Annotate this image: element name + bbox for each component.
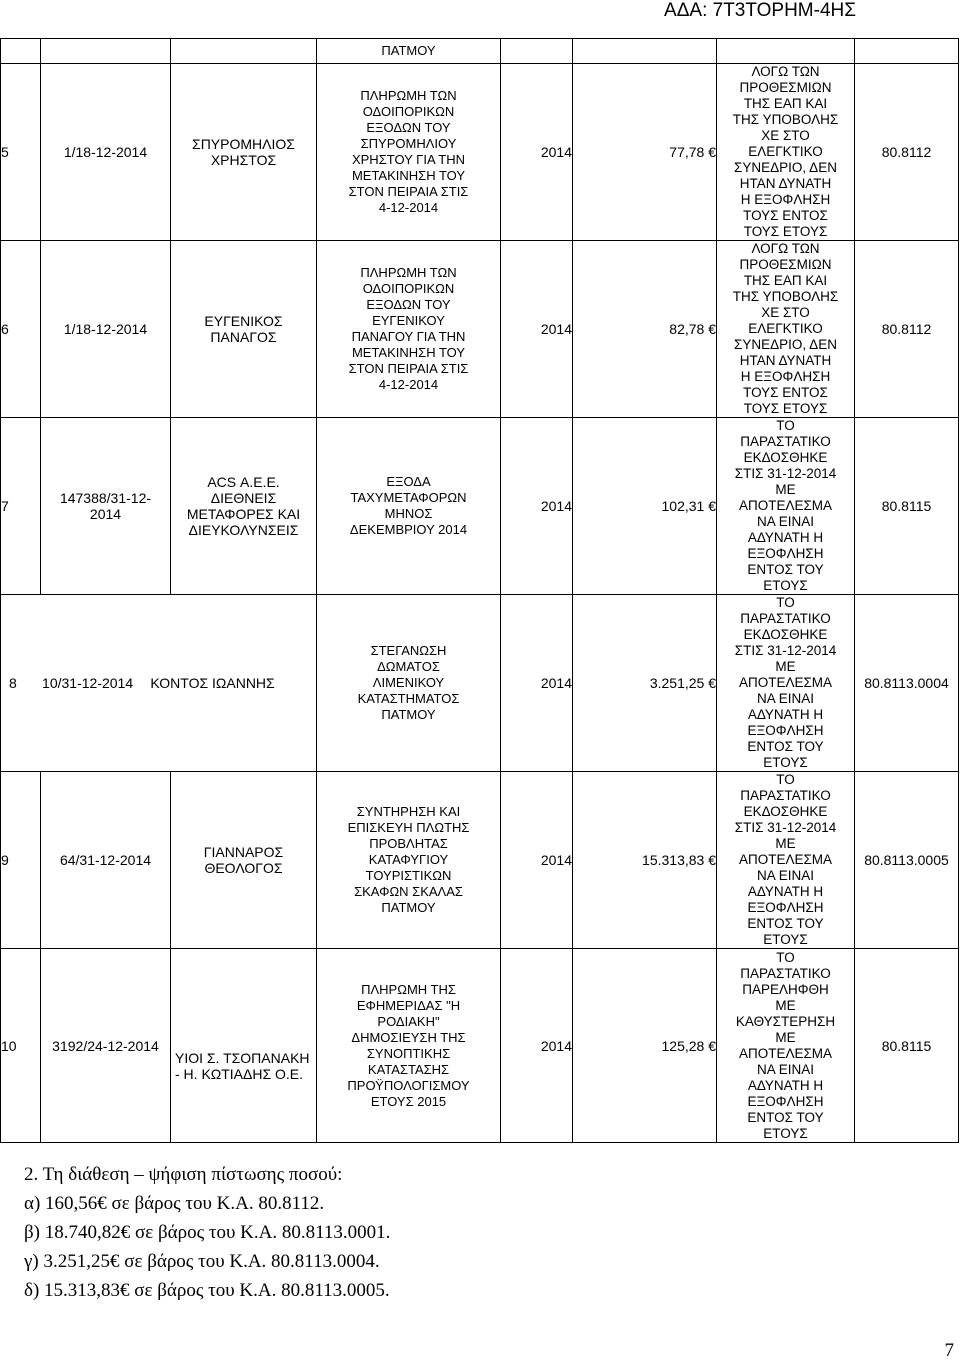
desc-cell: ΠΑΤΜΟΥ: [317, 39, 501, 64]
footer-line: δ) 15.313,83€ σε βάρος του Κ.Α. 80.8113.0005.: [24, 1280, 390, 1301]
reason: ΤΟ ΠΑΡΑΣΤΑΤΙΚΟ ΕΚΔΟΣΘΗΚΕ ΣΤΙΣ 31-12-2014 ΜΕ ΑΠΟΤΕΛΕΣΜΑ ΝΑ ΕΙΝΑΙ ΑΔΥΝΑΤΗ Η ΕΞΟΦΛΗΣΗ ΕΝΤΟΣ ΤΟΥ ΕΤΟΥΣ: [717, 595, 855, 772]
table-row: [1, 595, 959, 772]
ada-code: ΑΔΑ: 7Τ3ΤΟΡΗΜ-4ΗΣ: [664, 0, 856, 21]
invoice-date: 3192/24-12-2014: [41, 949, 171, 1143]
budget-code: 80.8115: [855, 949, 959, 1143]
number-date-name-cell: [1, 595, 317, 772]
row-number: 10: [1, 949, 41, 1143]
row-number: 8: [9, 674, 17, 691]
table-row: [1, 772, 959, 949]
reason: ΤΟ ΠΑΡΑΣΤΑΤΙΚΟ ΕΚΔΟΣΘΗΚΕ ΣΤΙΣ 31-12-2014 ΜΕ ΑΠΟΤΕΛΕΣΜΑ ΝΑ ΕΙΝΑΙ ΑΔΥΝΑΤΗ Η ΕΞΟΦΛΗΣΗ ΕΝΤΟΣ ΤΟΥ ΕΤΟΥΣ: [717, 418, 855, 595]
description: ΣΥΝΤΗΡΗΣΗ ΚΑΙ ΕΠΙΣΚΕΥΗ ΠΛΩΤΗΣ ΠΡΟΒΛΗΤΑΣ ΚΑΤΑΦΥΓΙΟΥ ΤΟΥΡΙΣΤΙΚΩΝ ΣΚΑΦΩΝ ΣΚΑΛΑΣ ΠΑΤΜΟΥ: [317, 772, 501, 949]
reason: ΤΟ ΠΑΡΑΣΤΑΤΙΚΟ ΕΚΔΟΣΘΗΚΕ ΣΤΙΣ 31-12-2014 ΜΕ ΑΠΟΤΕΛΕΣΜΑ ΝΑ ΕΙΝΑΙ ΑΔΥΝΑΤΗ Η ΕΞΟΦΛΗΣΗ ΕΝΤΟΣ ΤΟΥ ΕΤΟΥΣ: [717, 772, 855, 949]
amount: 3.251,25 €: [573, 595, 717, 772]
beneficiary-text: ΥΙΟΙ Σ. ΤΣΟΠΑΝΑΚΗ - Η. ΚΩΤΙΑΔΗΣ Ο.Ε.: [175, 1049, 310, 1082]
beneficiary-text: ΕΥΓΕΝΙΚΟΣ ΠΑΝΑΓΟΣ: [204, 313, 283, 345]
table-row: [1, 418, 959, 595]
amount: 102,31 €: [573, 418, 717, 595]
reason: ΤΟ ΠΑΡΑΣΤΑΤΙΚΟ ΠΑΡΕΛΗΦΘΗ ΜΕ ΚΑΘΥΣΤΕΡΗΣΗ ΜΕ ΑΠΟΤΕΛΕΣΜΑ ΝΑ ΕΙΝΑΙ ΑΔΥΝΑΤΗ Η ΕΞΟΦΛΗΣΗ ΕΝΤΟΣ ΤΟΥ ΕΤΟΥΣ: [717, 949, 855, 1143]
beneficiary-text: ΣΠΥΡΟΜΗΛΙΟΣ ΧΡΗΣΤΟΣ: [192, 136, 295, 168]
row-number: 6: [1, 241, 41, 418]
year: 2014: [501, 772, 573, 949]
row-number: 9: [1, 772, 41, 949]
reason: ΛΟΓΩ ΤΩΝ ΠΡΟΘΕΣΜΙΩΝ ΤΗΣ ΕΑΠ ΚΑΙ ΤΗΣ ΥΠΟΒΟΛΗΣ ΧΕ ΣΤΟ ΕΛΕΓΚΤΙΚΟ ΣΥΝΕΔΡΙΟ, ΔΕΝ ΗΤΑΝ ΔΥΝΑΤΗ Η ΕΞΟΦΛΗΣΗ ΤΟΥΣ ΕΝΤΟΣ ΤΟΥΣ ΕΤΟΥΣ: [717, 241, 855, 418]
row-number: 5: [1, 64, 41, 241]
description: ΠΛΗΡΩΜΗ ΤΩΝ ΟΔΟΙΠΟΡΙΚΩΝ ΕΞΟΔΩΝ ΤΟΥ ΕΥΓΕΝΙΚΟΥ ΠΑΝΑΓΟΥ ΓΙΑ ΤΗΝ ΜΕΤΑΚΙΝΗΣΗ ΤΟΥ ΣΤΟΝ ΠΕΙΡΑΙΑ ΣΤΙΣ 4-12-2014: [317, 241, 501, 418]
year: 2014: [501, 595, 573, 772]
budget-code: 80.8113.0005: [855, 772, 959, 949]
budget-code: 80.8112: [855, 241, 959, 418]
table-row: [1, 241, 959, 418]
footer-line: 2. Τη διάθεση – ψήφιση πίστωσης ποσού:: [24, 1164, 343, 1185]
description: ΠΛΗΡΩΜΗ ΤΩΝ ΟΔΟΙΠΟΡΙΚΩΝ ΕΞΟΔΩΝ ΤΟΥ ΣΠΥΡΟΜΗΛΙΟΥ ΧΡΗΣΤΟΥ ΓΙΑ ΤΗΝ ΜΕΤΑΚΙΝΗΣΗ ΤΟΥ ΣΤΟΝ ΠΕΙΡΑΙΑ ΣΤΙΣ 4-12-2014: [317, 64, 501, 241]
beneficiary-name: [171, 949, 317, 1143]
footer-line: α) 160,56€ σε βάρος του Κ.Α. 80.8112.: [24, 1193, 325, 1214]
row-number: 7: [1, 418, 41, 595]
budget-code: 80.8112: [855, 64, 959, 241]
page-number: 7: [944, 1340, 954, 1361]
footer-line: γ) 3.251,25€ σε βάρος του Κ.Α. 80.8113.0004.: [24, 1251, 380, 1272]
table-row-continuation: [1, 39, 959, 64]
year: 2014: [501, 949, 573, 1143]
invoice-date: 64/31-12-2014: [41, 772, 171, 949]
budget-code: 80.8115: [855, 418, 959, 595]
invoice-date: 1/18-12-2014: [41, 64, 171, 241]
year: 2014: [501, 241, 573, 418]
description: ΕΞΟΔΑ ΤΑΧΥΜΕΤΑΦΟΡΩΝ ΜΗΝΟΣ ΔΕΚΕΜΒΡΙΟΥ 2014: [317, 418, 501, 595]
amount: 82,78 €: [573, 241, 717, 418]
invoice-date: 10/31-12-2014: [42, 674, 134, 691]
amount: 77,78 €: [573, 64, 717, 241]
beneficiary-name: [171, 241, 317, 418]
footer-line: β) 18.740,82€ σε βάρος του Κ.Α. 80.8113.0001.: [24, 1222, 391, 1243]
decision-text: [24, 1160, 390, 1305]
beneficiary-text: ΓΙΑΝΝΑΡΟΣ ΘΕΟΛΟΓΟΣ: [203, 844, 284, 876]
description: ΠΛΗΡΩΜΗ ΤΗΣ ΕΦΗΜΕΡΙΔΑΣ "Η ΡΟΔΙΑΚΗ" ΔΗΜΟΣΙΕΥΣΗ ΤΗΣ ΣΥΝΟΠΤΙΚΗΣ ΚΑΤΑΣΤΑΣΗΣ ΠΡΟΫΠΟΛΟΓΙΣΜΟΥ ΕΤΟΥΣ 2015: [317, 949, 501, 1143]
description: ΣΤΕΓΑΝΩΣΗ ΔΩΜΑΤΟΣ ΛΙΜΕΝΙΚΟΥ ΚΑΤΑΣΤΗΜΑΤΟΣ ΠΑΤΜΟΥ: [317, 595, 501, 772]
beneficiary-name: [171, 64, 317, 241]
invoice-date: 147388/31-12- 2014: [41, 418, 171, 595]
beneficiary-text: ACS Α.Ε.Ε. ΔΙΕΘΝΕΙΣ ΜΕΤΑΦΟΡΕΣ ΚΑΙ ΔΙΕΥΚΟΛΥΝΣΕΙΣ: [186, 474, 301, 538]
year: 2014: [501, 418, 573, 595]
year: 2014: [501, 64, 573, 241]
beneficiary-name: [171, 772, 317, 949]
invoice-date: 1/18-12-2014: [41, 241, 171, 418]
table-row: [1, 949, 959, 1143]
reason: ΛΟΓΩ ΤΩΝ ΠΡΟΘΕΣΜΙΩΝ ΤΗΣ ΕΑΠ ΚΑΙ ΤΗΣ ΥΠΟΒΟΛΗΣ ΧΕ ΣΤΟ ΕΛΕΓΚΤΙΚΟ ΣΥΝΕΔΡΙΟ, ΔΕΝ ΗΤΑΝ ΔΥΝΑΤΗ Η ΕΞΟΦΛΗΣΗ ΤΟΥΣ ΕΝΤΟΣ ΤΟΥΣ ΕΤΟΥΣ: [717, 64, 855, 241]
table-row: [1, 64, 959, 241]
amount: 15.313,83 €: [573, 772, 717, 949]
amount: 125,28 €: [573, 949, 717, 1143]
beneficiary-name: [171, 418, 317, 595]
budget-code: 80.8113.0004: [855, 595, 959, 772]
payments-table: [0, 38, 959, 1143]
beneficiary-name: ΚΟΝΤΟΣ ΙΩΑΝΝΗΣ: [150, 674, 275, 691]
